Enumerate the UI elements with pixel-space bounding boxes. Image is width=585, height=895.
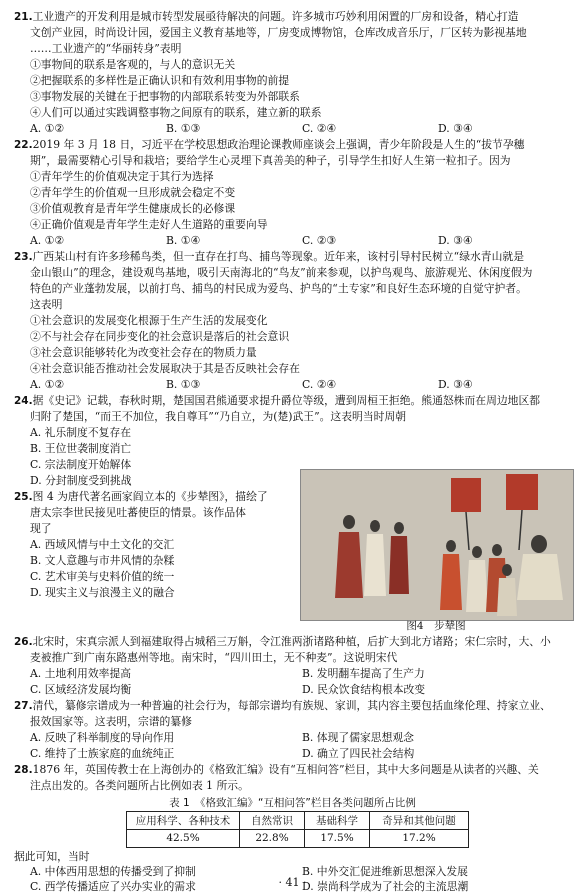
q21-stem-line-1: 21.工业遗产的开发利用是城市转型发展亟待解决的问题。许多城市巧妙利用闲置的厂房和设备，精心打造 — [14, 9, 519, 23]
q25-number: 25. — [14, 491, 33, 504]
q21-stem-line-2: 文创产业园，时尚设计园，爱国主义教育基地等，厂房变成博物馆，仓库改成音乐厅，厂区转为影视基地 — [30, 25, 527, 39]
table-value-cell: 17.5% — [305, 829, 370, 847]
q26-options-row-1 — [14, 666, 574, 682]
q23-stem-line-1: 23.广西某山村有许多珍稀鸟类，但一直存在打鸟、捕鸟等现象。近年来，该村引导村民树立“绿水青山就是 — [14, 249, 524, 263]
q23-option-c[interactable]: C. ②④ — [302, 378, 337, 392]
q23-stem-line-2: 金山银山”的理念，建设观鸟基地，吸引天南海北的“鸟友”前来参观，以护鸟观鸟、旅游观光、休闲度假为 — [30, 265, 533, 279]
q21-option-b[interactable]: B. ①③ — [166, 121, 201, 135]
q21-item-1: ①事物间的联系是客观的，与人的意识无关 — [30, 57, 236, 71]
q25-option-a[interactable]: A. 西域风情与中土文化的交汇 — [30, 538, 175, 552]
q27-stem-line-1: 27.清代，纂修宗谱成为一种普遍的社会行为，每部宗谱均有族规、家训，其内容主要包括血缘伦理、持家立业、 — [14, 698, 551, 712]
q23-number: 23. — [14, 250, 33, 263]
q25-option-c[interactable]: C. 艺术审美与史料价值的统一 — [30, 570, 175, 584]
q25-stem-line-2: 唐太宗李世民接见吐蕃使臣的情景。该作品体 — [30, 506, 246, 520]
q23-item-3: ③社会意识能够转化为改变社会存在的物质力量 — [30, 346, 257, 360]
q24-option-c[interactable]: C. 宗法制度开始解体 — [30, 457, 132, 471]
stat-table — [126, 811, 469, 848]
q24-option-b[interactable]: B. 王位世袭制度消亡 — [30, 441, 132, 455]
table-value-cell: 17.2% — [370, 829, 469, 847]
q28-option-a[interactable]: A. 中体西用思想的传播受到了抑制 — [30, 865, 196, 879]
question-26 — [14, 634, 574, 698]
table-value-cell: 22.8% — [240, 829, 305, 847]
table-header-row — [127, 811, 469, 829]
table-header-cell: 应用科学、各种技术 — [127, 811, 240, 829]
q21-number: 21. — [14, 10, 33, 23]
question-22 — [14, 137, 574, 249]
q26-number: 26. — [14, 636, 33, 648]
page-number: · 41 · — [278, 876, 307, 889]
q21-option-a[interactable]: A. ①② — [30, 121, 65, 135]
q21-option-c[interactable]: C. ②④ — [302, 121, 337, 135]
q28-option-b[interactable]: B. 中外交汇促进维新思想深入发展 — [302, 865, 468, 879]
q28-option-c[interactable]: C. 西学传播适应了兴办实业的需求 — [30, 880, 196, 894]
q21-item-2: ②把握联系的多样性是正确认识和有效利用事物的前提 — [30, 73, 290, 87]
q26-stem-line-2: 麦被推广到广南东路惠州等地。南宋时，“四川田土，无不种麦”。这说明宋代 — [30, 651, 398, 665]
q27-option-b[interactable]: B. 体现了儒家思想观念 — [302, 730, 414, 744]
q23-options — [14, 377, 574, 393]
q22-item-2: ②青年学生的价值观一旦形成就会稳定不变 — [30, 186, 236, 200]
table-header-cell: 基础科学 — [305, 811, 370, 829]
q22-options — [14, 233, 574, 249]
q26-option-c[interactable]: C. 区域经济发展均衡 — [30, 683, 132, 697]
question-28 — [14, 762, 574, 794]
q28-number: 28. — [14, 764, 33, 777]
q28-option-d[interactable]: D. 崇尚科学成为了社会的主流思潮 — [302, 880, 469, 894]
table-header-cell: 奇异和其他问题 — [370, 811, 469, 829]
q22-option-d[interactable]: D. ③④ — [438, 234, 473, 248]
table-header-cell: 自然常识 — [240, 811, 305, 829]
q23-item-2: ②不与社会存在同步变化的社会意识是落后的社会意识 — [30, 330, 290, 344]
q25-option-d[interactable]: D. 现实主义与浪漫主义的融合 — [30, 586, 175, 600]
figure-caption: 图4 步辇图 — [406, 619, 466, 632]
q21-options — [14, 121, 574, 137]
q24-stem-line-1: 24.据《史记》记载，春秋时期，楚国国君熊通要求提升爵位等级，遭到周桓王拒绝。熊通怒株而在周边地区都 — [14, 393, 541, 407]
q21-item-3: ③事物发展的关键在于把事物的内部联系转变为外部联系 — [30, 89, 300, 103]
q22-option-a[interactable]: A. ①② — [30, 234, 65, 248]
painting-figure — [300, 469, 574, 621]
q26-option-d[interactable]: D. 民众饮食结构根本改变 — [302, 683, 426, 697]
q27-number: 27. — [14, 699, 33, 712]
q22-stem-line-1: 22.2019 年 3 月 18 日，习近平在学校思想政治理论课教师座谈会上强调，青少年阶段是人生的“拔节孕穗 — [14, 138, 525, 152]
q21-stem-line-3: ……工业遗产的“华丽转身”表明 — [30, 41, 182, 55]
q22-item-4: ④正确价值观是青年学生走好人生道路的重要向导 — [30, 218, 268, 232]
q24-number: 24. — [14, 394, 33, 407]
q23-item-4: ④社会意识能否推动社会发展取决于其是否反映社会存在 — [30, 362, 300, 376]
q25-stem-line-1: 25.图 4 为唐代著名画家阎立本的《步辇图》，描绘了 — [14, 490, 268, 504]
q27-option-a[interactable]: A. 反映了科举制度的导向作用 — [30, 730, 175, 744]
q23-option-d[interactable]: D. ③④ — [438, 378, 473, 392]
q22-option-c[interactable]: C. ②③ — [302, 234, 337, 248]
q22-item-3: ③价值观教育是青年学生健康成长的必修课 — [30, 202, 236, 216]
question-25 — [14, 489, 304, 601]
q23-stem-line-3: 特色的产业蓬勃发展，以前打鸟、捕鸟的村民成为爱鸟、护鸟的“土专家”和良好生态环境的自觉守护者。 — [30, 282, 527, 295]
table-value-cell: 42.5% — [127, 829, 240, 847]
question-27 — [14, 698, 574, 762]
question-21 — [14, 9, 574, 137]
q23-option-a[interactable]: A. ①② — [30, 378, 65, 392]
q22-stem-line-2: 期”，最需要精心引导和栽培；要给学生心灵埋下真善美的种子，引导学生扣好人生第一粒扣子。因为 — [30, 154, 511, 168]
q26-option-b[interactable]: B. 发明翻车提高了生产力 — [302, 667, 425, 681]
q22-item-1: ①青年学生的价值观决定于其行为选择 — [30, 170, 214, 184]
q27-stem-line-2: 报效国家等。这表明，宗谱的纂修 — [30, 714, 192, 728]
painting-illustration — [301, 470, 573, 620]
q28-after-text: 据此可知，当时 — [14, 850, 90, 863]
q22-number: 22. — [14, 139, 33, 152]
q21-option-d[interactable]: D. ③④ — [438, 121, 473, 135]
question-23 — [14, 249, 574, 393]
q27-options-row-2 — [14, 746, 574, 762]
table-title: 表 1 《格致汇编》“互相问答”栏目各类问题所占比例 — [169, 797, 416, 810]
q26-stem-line-1: 26.北宋时，宋真宗派人到福建取得占城稻三万斛，令江淮两浙诸路种植，后扩大到北方诸路；宋仁宗时，大、小 — [14, 635, 551, 648]
q22-option-b[interactable]: B. ①④ — [166, 234, 201, 248]
q27-option-c[interactable]: C. 维持了士族家庭的血统纯正 — [30, 746, 175, 760]
q28-stem-line-2: 注点出发的。各类问题所占比例如表 1 所示。 — [30, 779, 249, 793]
table-value-row — [127, 829, 469, 847]
q26-options-row-2 — [14, 682, 574, 698]
q24-option-a[interactable]: A. 礼乐制度不复存在 — [30, 425, 132, 439]
q28-stem-line-1: 28.1876 年，英国传教士在上海创办的《格致汇编》设有“互相问答”栏目，其中大多问题是从读者的兴趣、关 — [14, 763, 539, 777]
q25-option-b[interactable]: B. 文人意趣与市井风情的杂糅 — [30, 554, 175, 568]
q28-options-row-1 — [14, 864, 574, 879]
q23-option-b[interactable]: B. ①③ — [166, 378, 201, 392]
q27-option-d[interactable]: D. 确立了四民社会结构 — [302, 746, 415, 760]
q23-stem-line-4: 这表明 — [30, 298, 63, 312]
q21-item-4: ④人们可以通过实践调整事物之间原有的联系，建立新的联系 — [30, 105, 322, 119]
q24-stem-line-2: 归附了楚国，“而王不加位，我自尊耳”“乃自立，为(楚)武王”。这表明当时周朝 — [30, 409, 407, 423]
q24-option-d[interactable]: D. 分封制度受到挑战 — [30, 473, 132, 487]
q23-item-1: ①社会意识的发展变化根源于生产生活的发展变化 — [30, 314, 268, 328]
q27-options-row-1 — [14, 730, 574, 746]
q28-options-row-2 — [14, 879, 574, 894]
q25-stem-line-3: 现了 — [30, 522, 52, 536]
q28-tail — [14, 849, 574, 895]
q26-option-a[interactable]: A. 土地利用效率提高 — [30, 667, 132, 681]
